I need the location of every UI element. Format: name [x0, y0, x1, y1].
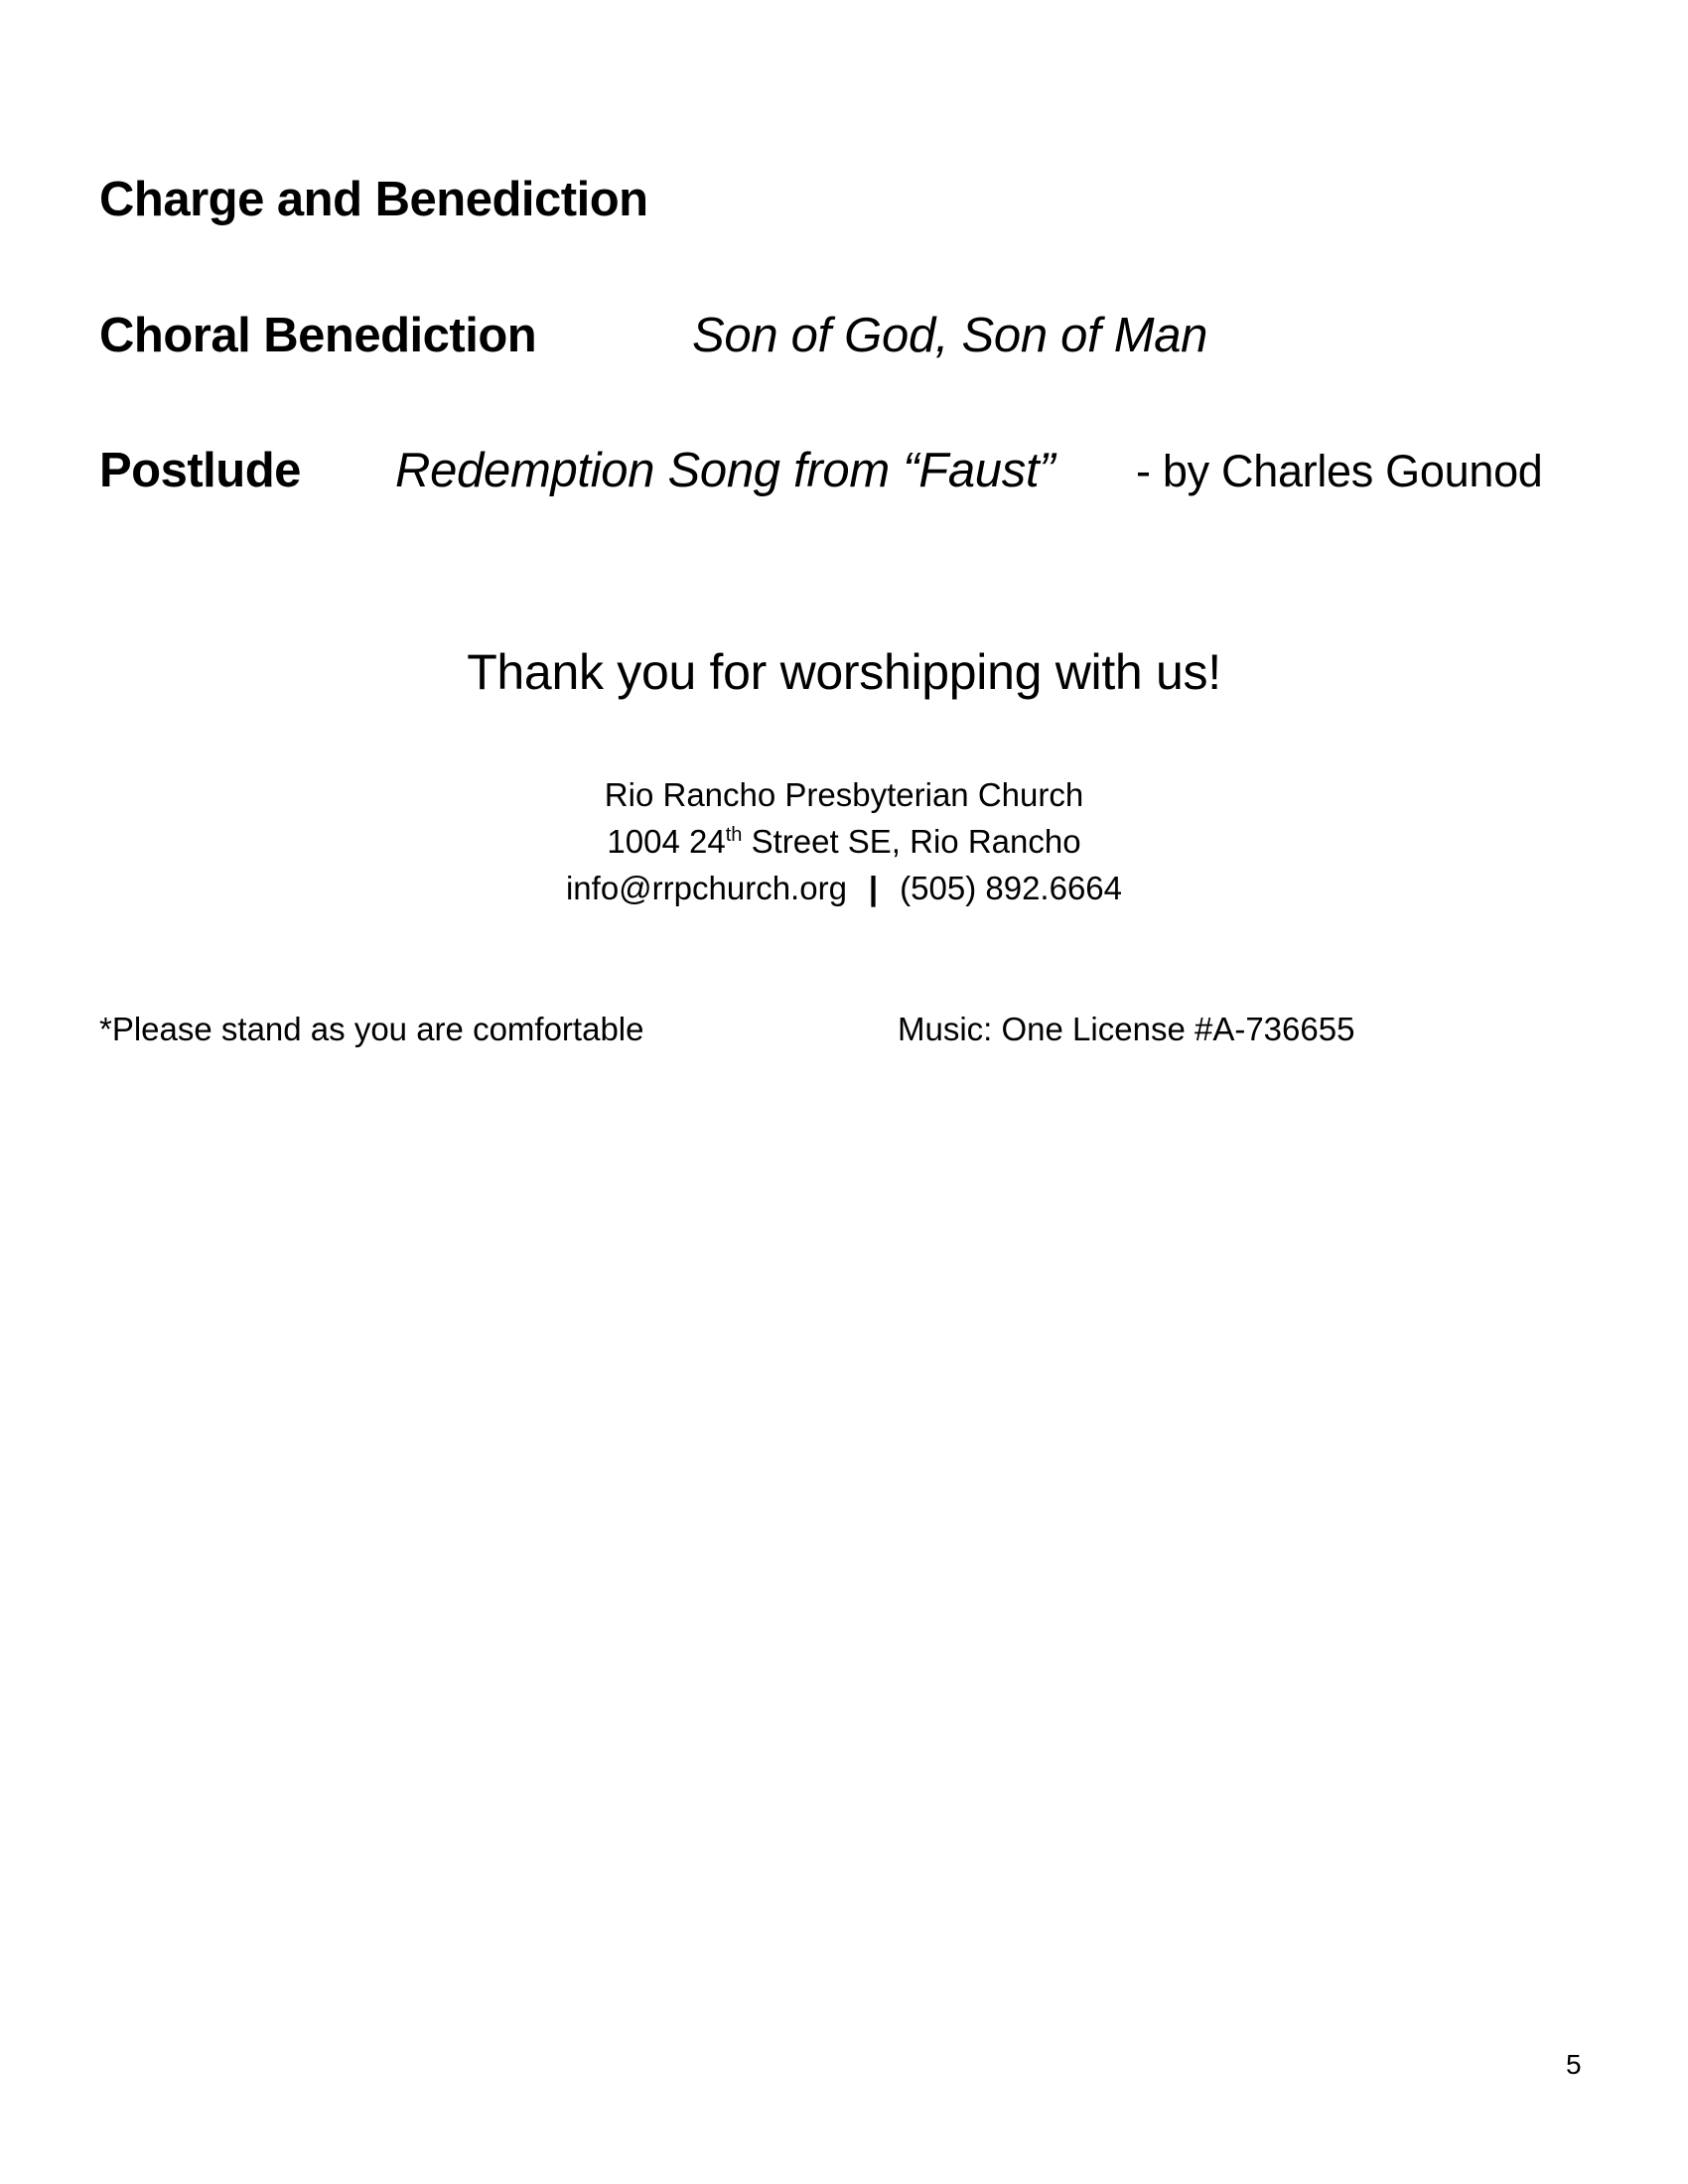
charge-benediction-heading: Charge and Benediction	[99, 173, 648, 226]
choral-benediction-heading: Choral Benediction	[99, 309, 537, 362]
postlude-heading: Postlude	[99, 444, 301, 497]
thank-you-message: Thank you for worshipping with us!	[467, 644, 1221, 700]
church-contact	[0, 872, 1688, 904]
postlude-title: Redemption Song from “Faust”	[395, 444, 1055, 497]
postlude-composer-credit: - by Charles Gounod	[1136, 446, 1543, 496]
choral-benediction-title: Son of God, Son of Man	[692, 309, 1208, 362]
stand-note: *Please stand as you are comfortable	[99, 1011, 644, 1047]
church-phone: (505) 892.6664	[900, 870, 1123, 906]
address-number: 1004 24	[607, 823, 726, 860]
address-street: Street SE, Rio Rancho	[742, 823, 1081, 860]
page-number: 5	[1566, 2049, 1582, 2080]
address-ordinal-suffix: th	[725, 824, 743, 846]
church-email: info@rrpchurch.org	[565, 870, 847, 906]
church-address	[0, 825, 1688, 858]
music-license: Music: One License #A-736655	[898, 1011, 1355, 1047]
contact-separator: |	[868, 870, 879, 906]
church-name: Rio Rancho Presbyterian Church	[604, 776, 1084, 813]
